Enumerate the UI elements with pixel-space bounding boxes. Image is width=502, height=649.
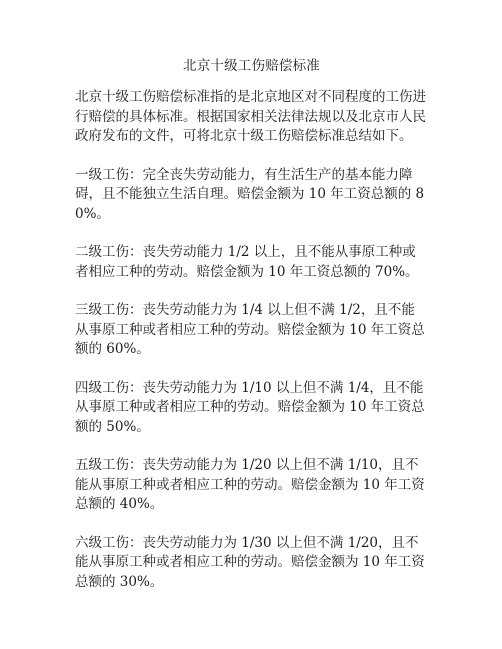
paragraph-level-5: 五级工伤：丧失劳动能力为 1/20 以上但不满 1/10，且不能从事原工种或者相应工种的劳动。赔偿金额为 10 年工资总额的 40%。: [75, 457, 425, 512]
paragraph-intro: 北京十级工伤赔偿标准指的是北京地区对不同程度的工伤进行赔偿的具体标准。根据国家相关法律法规以及北京市人民政府发布的文件，可将北京十级工伤赔偿标准总结如下。: [75, 89, 426, 144]
paragraph-level-1: 一级工伤：完全丧失劳动能力，有生活生产的基本能力障碍，且不能独立生活自理。赔偿金额为 10 年工资总额的 80%。: [75, 166, 425, 222]
paragraph-level-6: 六级工伤：丧失劳动能力为 1/30 以上但不满 1/20，且不能从事原工种或者相应工种的劳动。赔偿金额为 10 年工资总额的 30%。: [75, 534, 425, 590]
document-title: 北京十级工伤赔偿标准: [183, 58, 320, 74]
paragraph-level-2: 二级工伤：丧失劳动能力 1/2 以上，且不能从事原工种或者相应工种的劳动。赔偿金额为 10 年工资总额的 70%。: [75, 244, 419, 280]
paragraph-level-4: 四级工伤：丧失劳动能力为 1/10 以上但不满 1/4，且不能从事原工种或者相应工种的劳动。赔偿金额为 10 年工资总额的 50%。: [75, 379, 425, 435]
paragraph-level-3: 三级工伤：丧失劳动能力为 1/4 以上但不满 1/2，且不能从事原工种或者相应工种的劳动。赔偿金额为 10 年工资总额的 60%。: [75, 302, 425, 357]
